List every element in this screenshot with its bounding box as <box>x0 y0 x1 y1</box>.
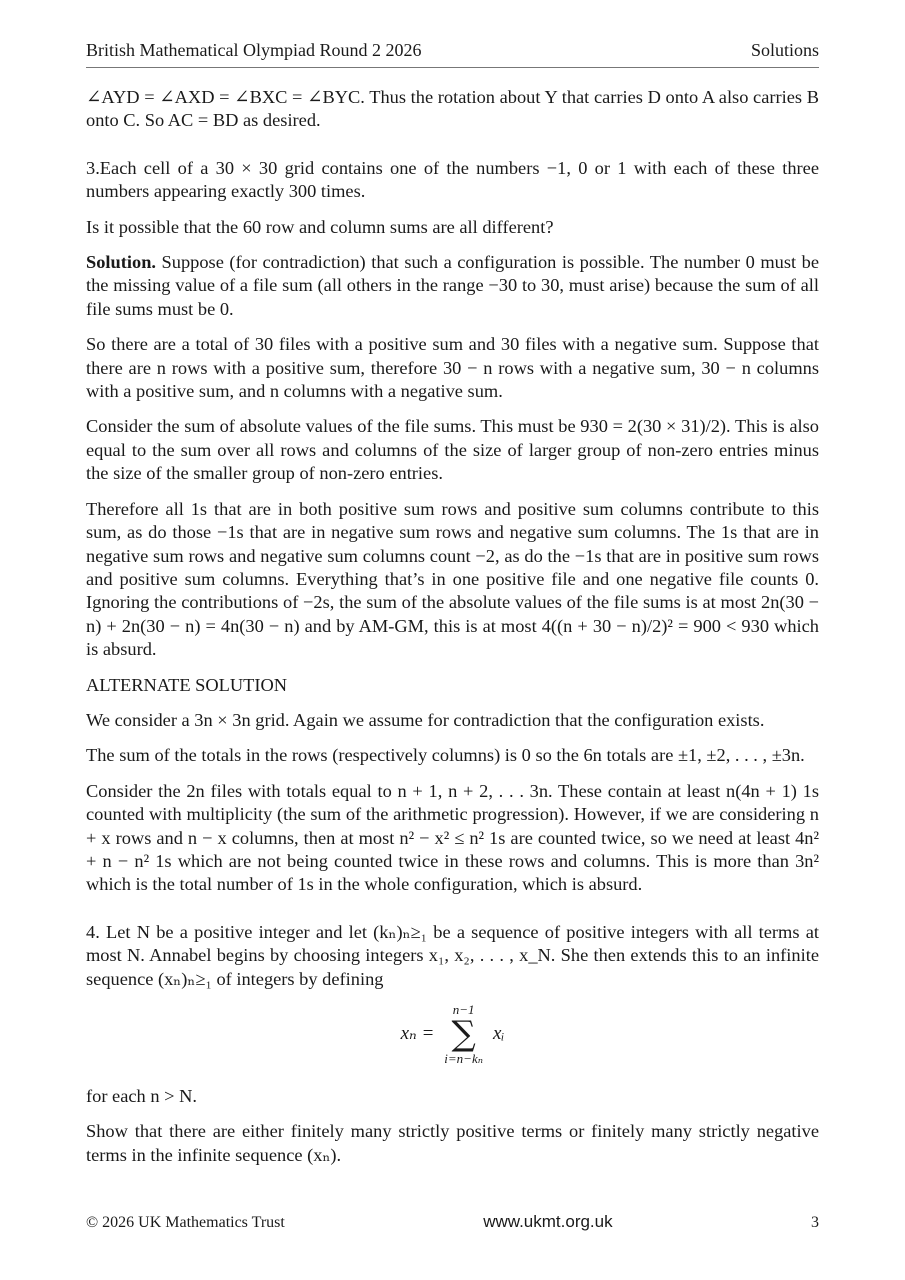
page-content <box>86 86 819 1179</box>
page-number: 3 <box>810 1214 819 1231</box>
paragraph: for each n > N. <box>86 1086 197 1106</box>
problem-4-statement: 4. Let N be a positive integer and let (kₙ)ₙ≥₁ be a sequence of positive integers with all terms at most N. Annabel begins by choosing integers x₁, x₂, . . . , x_N. She then extends this to an infinite sequence (xₙ)ₙ≥₁ of integers by defining <box>86 921 819 989</box>
paragraph: We consider a 3n × 3n grid. Again we assume for contradiction that the configuration exists. <box>86 709 765 730</box>
paragraph: Consider the 2n files with totals equal to n + 1, n + 2, . . . 3n. These contain at least n(4n + 1) 1s counted with multiplicity (the sum of the arithmetic progression). However, if we are considering n + x rows and n − x columns, then at most n² − x² ≤ n² 1s are counted twice, so we need at least 4n² + n − n² 1s which are not being counted twice in these rows and columns. This is more than 3n² which is the total number of 1s in the whole configuration, which is absurd. <box>86 780 819 895</box>
solution-label: Solution. <box>86 252 157 273</box>
paragraph: Consider the sum of absolute values of the file sums. This must be 930 = 2(30 × 31)/2). This is also equal to the sum over all rows and columns of the size of larger group of non-zero entries minus the size of the smaller group of non-zero entries. <box>86 416 819 484</box>
page-footer <box>86 1212 819 1232</box>
page-header <box>86 40 819 68</box>
paragraph: So there are a total of 30 files with a positive sum and 30 files with a negative sum. Suppose that there are n rows with a positive sum, therefore 30 − n rows with a negative sum, 30 − n columns with a positive sum, and n columns with a negative sum. <box>86 334 819 402</box>
section-label: Solutions <box>750 40 819 60</box>
sum-lower-limit: i=n−kₙ <box>444 1051 483 1066</box>
alternate-solution-heading: ALTERNATE SOLUTION <box>86 674 288 695</box>
document-title: British Mathematical Olympiad Round 2 2026 <box>86 40 422 60</box>
website-url: www.ukmt.org.uk <box>483 1212 613 1231</box>
problem-3-question: Is it possible that the 60 row and column sums are all different? <box>86 216 554 237</box>
formula-term: xᵢ <box>492 1023 505 1045</box>
paragraph: Show that there are either finitely many strictly positive terms or finitely many strictly negative terms in the infinite sequence (xₙ). <box>86 1121 819 1165</box>
sum-upper-limit: n−1 <box>452 1002 475 1017</box>
solution-paragraph <box>86 251 819 321</box>
sigma-symbol: ∑ <box>451 1014 476 1054</box>
paragraph: The sum of the totals in the rows (respectively columns) is 0 so the 6n totals are ±1, ±2, . . . , ±3n. <box>86 745 805 766</box>
solution-text: Suppose (for contradiction) that such a configuration is possible. The number 0 must be the missing value of a file sum (all others in the range −30 to 30, must arise) because the sum of all file sums must be 0. <box>86 252 819 319</box>
display-formula <box>86 1003 819 1075</box>
copyright: © 2026 UK Mathematics Trust <box>86 1214 285 1231</box>
paragraph: ∠AYD = ∠AXD = ∠BXC = ∠BYC. Thus the rotation about Y that carries D onto A also carries B onto C. So AC = BD as desired. <box>86 87 819 131</box>
paragraph: Therefore all 1s that are in both positive sum rows and positive sum columns contribute to this sum, as do those −1s that are in negative sum rows and negative sum columns. The 1s that are in negative sum rows and negative sum columns count −2, as do the −1s that are in positive sum rows and positive sum columns. Everything that’s in one positive file and one negative file counts 0. Ignoring the contributions of −2s, the sum of the absolute values of the file sums is at most 2n(30 − n) + 2n(30 − n) = 4n(30 − n) and by AM-GM, this is at most 4((n + 30 − n)/2)² = 900 < 930 which is absurd. <box>86 498 819 660</box>
problem-3-statement: 3.Each cell of a 30 × 30 grid contains one of the numbers −1, 0 or 1 with each of these three numbers appearing exactly 300 times. <box>86 157 819 202</box>
formula-lhs: xₙ = <box>400 1023 435 1045</box>
